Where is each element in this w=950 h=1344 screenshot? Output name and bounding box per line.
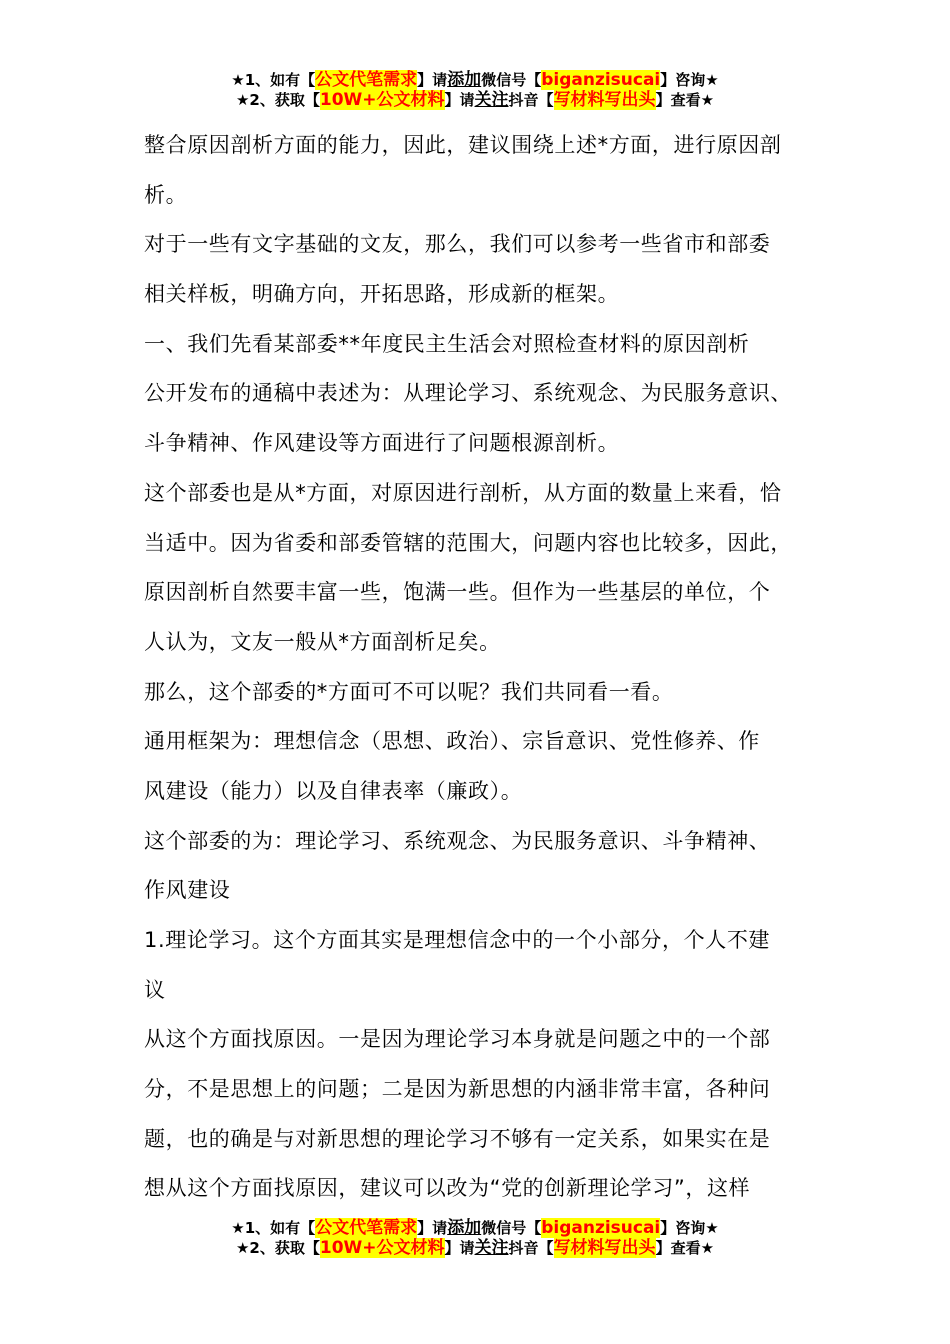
banner-underlined: 添加 xyxy=(447,70,482,90)
banner-text: 微信号【 xyxy=(481,71,542,89)
body-line: 相关样板，明确方向，开拓思路，形成新的框架。 xyxy=(144,282,620,307)
body-line: 从这个方面找原因。一是因为理论学习本身就是问题之中的一个部 xyxy=(144,1027,771,1052)
banner-text: 】咨询★ xyxy=(660,71,719,89)
body-line: 分，不是思想上的问题；二是因为新思想的内涵非常丰富，各种问 xyxy=(144,1077,771,1102)
banner-text: 】请 xyxy=(444,91,475,109)
banner-highlight: 10W+公文材料 xyxy=(319,1238,445,1258)
body-line: 这个部委的为：理论学习、系统观念、为民服务意识、斗争精神、 xyxy=(144,828,771,853)
banner-text: 】查看★ xyxy=(655,1239,715,1257)
body-line: 公开发布的通稿中表述为：从理论学习、系统观念、为民服务意识、 xyxy=(144,381,792,406)
body-line: 这个部委也是从*方面，对原因进行剖析，从方面的数量上来看，恰 xyxy=(144,480,782,505)
body-line: 原因剖析自然要丰富一些，饱满一些。但作为一些基层的单位，个 xyxy=(144,580,771,605)
body-line: 通用框架为：理想信念（思想、政治）、宗旨意识、党性修养、作 xyxy=(144,729,760,754)
banner-highlight: 10W+公文材料 xyxy=(319,90,445,110)
body-line: 斗争精神、作风建设等方面进行了问题根源剖析。 xyxy=(144,431,620,456)
banner-underlined: 关注 xyxy=(474,90,509,110)
body-line: 那么，这个部委的*方面可不可以呢？我们共同看一看。 xyxy=(144,679,674,704)
banner-wechat-id: biganzisucai xyxy=(541,1218,661,1238)
body-line: 作风建设 xyxy=(144,878,231,903)
banner-douyin-id: 写材料写出头 xyxy=(553,90,656,110)
banner-text: ★2、获取【 xyxy=(235,1239,320,1257)
banner-text: ★1、如有【 xyxy=(231,1219,316,1237)
banner-highlight: 公文代笔需求 xyxy=(315,1218,418,1238)
body-line: 整合原因剖析方面的能力，因此，建议围绕上述*方面，进行原因剖 xyxy=(144,133,782,157)
banner-highlight: 公文代笔需求 xyxy=(315,70,418,90)
banner-underlined: 关注 xyxy=(474,1238,509,1258)
body-line: 题，也的确是与对新思想的理论学习不够有一定关系，如果实在是 xyxy=(144,1126,771,1151)
banner-douyin-id: 写材料写出头 xyxy=(553,1238,656,1258)
section-heading: 一、我们先看某部委**年度民主生活会对照检查材料的原因剖析 xyxy=(144,331,750,356)
banner-text: 】请 xyxy=(444,1239,475,1257)
banner-text: 微信号【 xyxy=(481,1219,542,1237)
banner-line-1 xyxy=(0,70,950,90)
body-line: 议 xyxy=(144,977,166,1002)
banner-underlined: 添加 xyxy=(447,1218,482,1238)
body-line: 风建设（能力）以及自律表率（廉政）。 xyxy=(144,778,523,803)
banner-wechat-id: biganzisucai xyxy=(541,70,661,90)
banner-text: 】请 xyxy=(417,1219,448,1237)
banner-text: ★1、如有【 xyxy=(231,71,316,89)
document-body xyxy=(144,121,834,1214)
body-line: 对于一些有文字基础的文友，那么，我们可以参考一些省市和部委 xyxy=(144,232,771,257)
banner-text: 】咨询★ xyxy=(660,1219,719,1237)
list-item: 1.理论学习。这个方面其实是理想信念中的一个小部分，个人不建 xyxy=(144,928,771,952)
body-line: 想从这个方面找原因，建议可以改为“党的创新理论学习”，这样 xyxy=(144,1176,751,1201)
banner-text: 抖音【 xyxy=(508,91,554,109)
banner-text: 】请 xyxy=(417,71,448,89)
body-line: 当适中。因为省委和部委管辖的范围大，问题内容也比较多，因此， xyxy=(144,530,792,555)
banner-text: ★2、获取【 xyxy=(235,91,320,109)
banner-line-2 xyxy=(0,1238,950,1258)
banner-text: 抖音【 xyxy=(508,1239,554,1257)
banner-line-2 xyxy=(0,90,950,110)
body-line: 人认为，文友一般从*方面剖析足矣。 xyxy=(144,629,501,654)
footer-banner xyxy=(0,1218,950,1258)
body-line: 析。 xyxy=(144,182,188,207)
banner-text: 】查看★ xyxy=(655,91,715,109)
banner-line-1 xyxy=(0,1218,950,1238)
header-banner xyxy=(0,70,950,110)
